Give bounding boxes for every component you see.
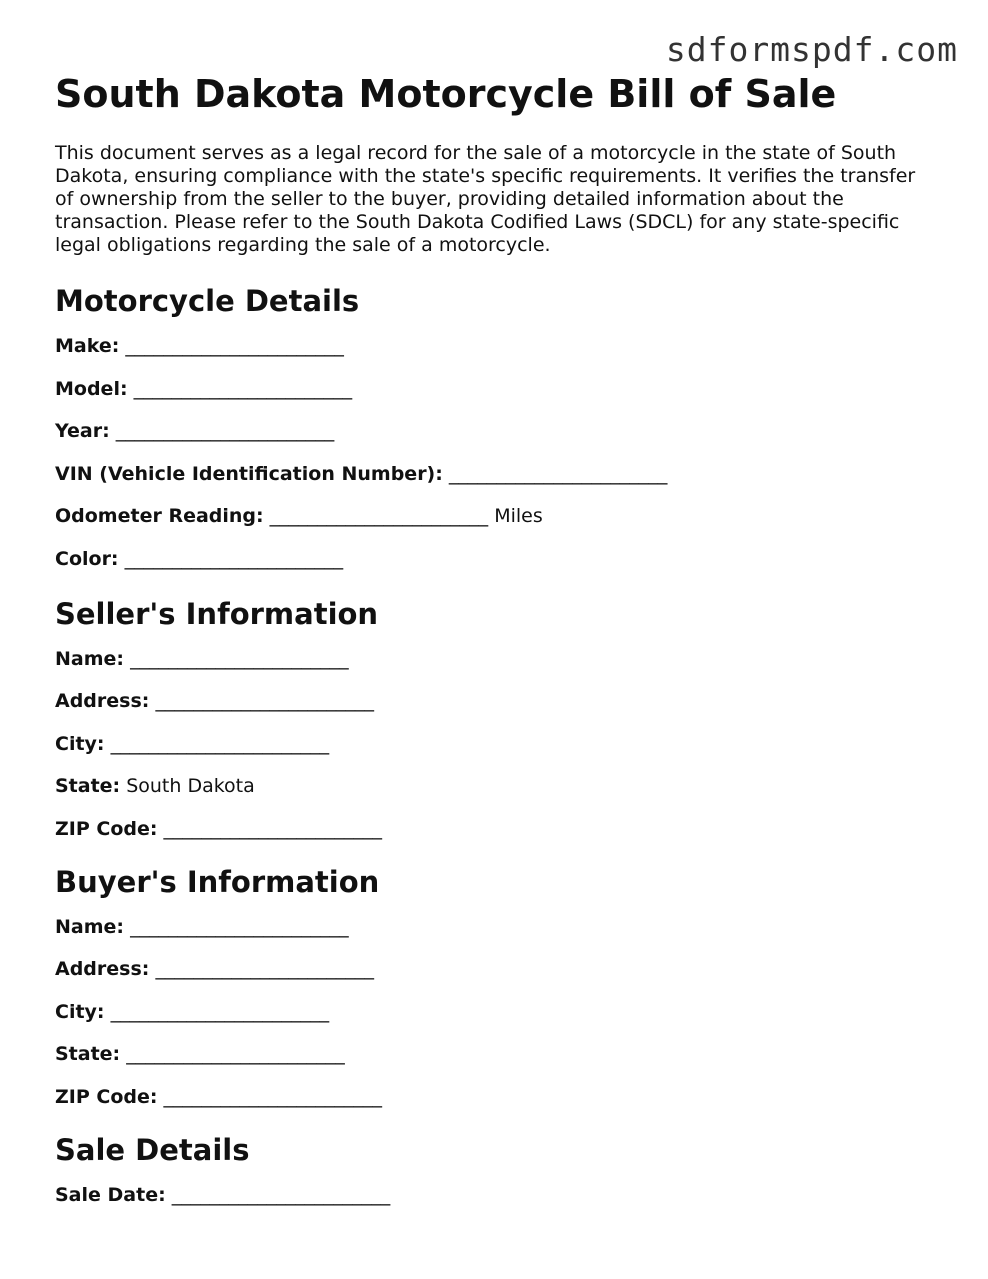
buyer-state-blank[interactable]: _______________________ [126,1043,345,1065]
vin-label: VIN (Vehicle Identification Number): [55,462,443,485]
make-field[interactable] [55,334,935,358]
buyer-name-label: Name: [55,915,125,938]
buyer-zip-blank[interactable]: _______________________ [163,1085,383,1108]
buyer-state-label: State: [55,1043,121,1065]
seller-name-label: Name: [55,647,125,670]
vin-blank[interactable]: _______________________ [448,462,668,485]
model-blank[interactable]: _______________________ [133,377,353,400]
document-body [55,72,935,1225]
buyer-address-blank[interactable]: _______________________ [155,958,374,980]
odometer-field[interactable] [55,504,935,528]
seller-state-label: State: [55,775,121,797]
seller-zip-field[interactable] [55,817,935,841]
buyer-city-field[interactable] [55,1000,935,1024]
seller-state-field [55,774,935,798]
seller-fields [55,647,935,841]
odometer-unit: Miles [494,505,543,527]
model-label: Model: [55,377,128,400]
sale-date-label: Sale Date: [55,1183,166,1206]
model-field[interactable] [55,377,935,401]
year-field[interactable] [55,419,935,443]
seller-name-field[interactable] [55,647,935,671]
make-label: Make: [55,335,120,357]
seller-address-blank[interactable]: _______________________ [155,690,374,712]
motorcycle-fields [55,334,935,571]
intro-paragraph: This document serves as a legal record for the sale of a motorcycle in the state of South Dakota, ensuring compliance with the state's specific requirements. It verifies the transfer of ownership from the seller to the buyer, providing detailed information about the transaction. Please refer to the South Dakota Codified Laws (SDCL) for any state-specific legal obligations regarding the sale of a motorcycle. [55,142,916,256]
color-label: Color: [55,547,119,570]
buyer-city-label: City: [55,1000,105,1023]
color-blank[interactable]: _______________________ [124,547,344,570]
color-field[interactable] [55,547,935,571]
buyer-state-field[interactable] [55,1042,935,1066]
seller-address-label: Address: [55,690,150,712]
seller-zip-blank[interactable]: _______________________ [163,817,383,840]
buyer-address-label: Address: [55,958,150,980]
year-blank[interactable]: _______________________ [115,420,335,442]
buyer-name-blank[interactable]: _______________________ [130,915,349,938]
vin-field[interactable] [55,462,935,486]
seller-info-heading: Seller's Information [55,596,379,631]
buyer-fields [55,915,935,1109]
buyer-address-field[interactable] [55,957,935,981]
odometer-blank[interactable]: _______________________ [269,505,489,527]
buyer-city-blank[interactable]: _______________________ [110,1000,330,1023]
seller-city-label: City: [55,732,105,755]
seller-address-field[interactable] [55,689,935,713]
year-label: Year: [55,420,110,442]
seller-city-blank[interactable]: _______________________ [110,732,330,755]
motorcycle-details-heading: Motorcycle Details [55,284,360,318]
buyer-zip-label: ZIP Code: [55,1085,158,1108]
odometer-label: Odometer Reading: [55,505,264,527]
buyer-name-field[interactable] [55,915,935,939]
seller-zip-label: ZIP Code: [55,817,158,840]
sale-date-blank[interactable]: _______________________ [171,1183,391,1206]
seller-state-value: South Dakota [126,775,255,797]
sale-details-heading: Sale Details [55,1132,250,1167]
buyer-info-heading: Buyer's Information [55,864,380,899]
seller-city-field[interactable] [55,732,935,756]
sale-fields [55,1183,935,1207]
page-title: South Dakota Motorcycle Bill of Sale [55,72,837,116]
sale-date-field[interactable] [55,1183,935,1207]
seller-name-blank[interactable]: _______________________ [130,647,349,670]
make-blank[interactable]: _______________________ [125,335,344,357]
watermark: sdformspdf.com [665,30,958,69]
buyer-zip-field[interactable] [55,1085,935,1109]
